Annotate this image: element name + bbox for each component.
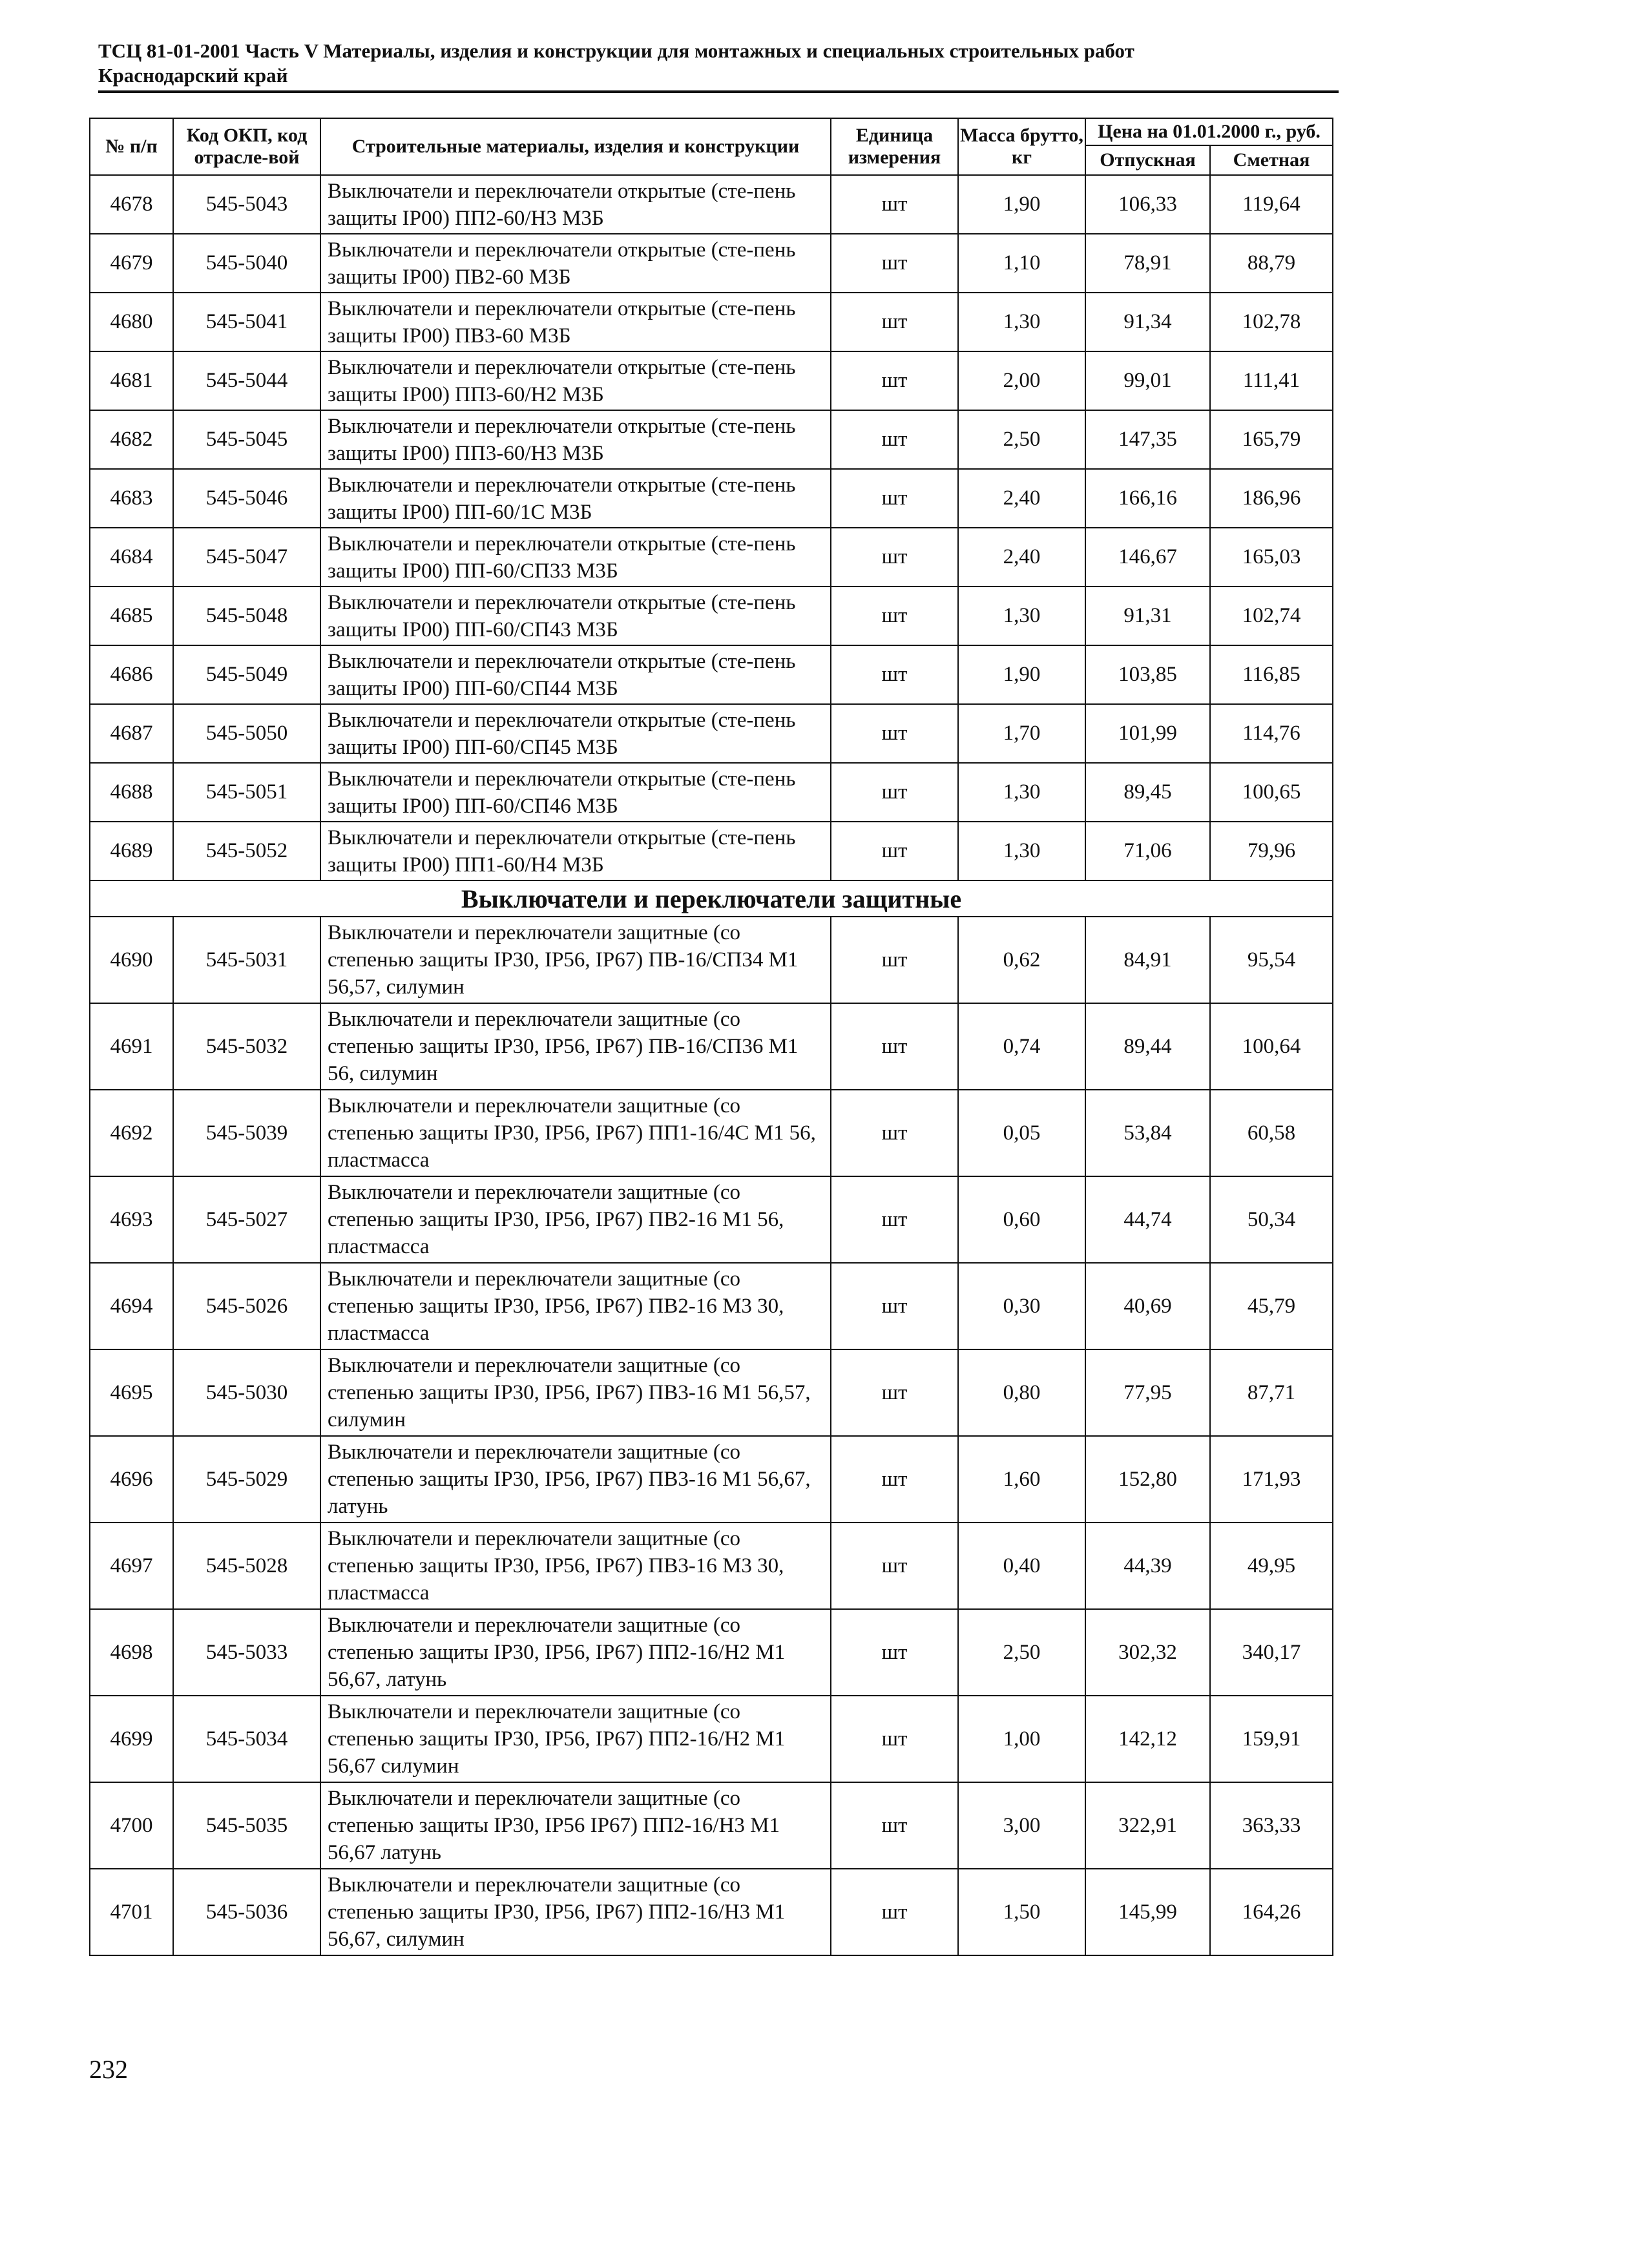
row-price-estimate: 100,64 <box>1210 1003 1333 1090</box>
table-row <box>90 469 1333 528</box>
row-price-estimate: 100,65 <box>1210 763 1333 822</box>
row-price-estimate: 102,74 <box>1210 587 1333 645</box>
row-description: Выключатели и переключатели защитные (со степенью защиты IP30, IP56, IP67) ПВ2-16 М1 56, пластмасса <box>320 1176 831 1263</box>
row-price-release: 101,99 <box>1085 704 1210 763</box>
row-price-estimate: 102,78 <box>1210 293 1333 351</box>
row-mass: 0,80 <box>958 1349 1085 1436</box>
row-mass: 1,90 <box>958 175 1085 234</box>
row-number: 4690 <box>90 917 173 1003</box>
row-unit: шт <box>831 351 958 410</box>
row-code: 545-5027 <box>173 1176 320 1263</box>
table-row <box>90 645 1333 704</box>
header-title: ТСЦ 81-01-2001 Часть V Материалы, изделия и конструкции для монтажных и специальных строительных работ <box>98 39 1134 62</box>
row-unit: шт <box>831 528 958 587</box>
row-number: 4701 <box>90 1869 173 1955</box>
row-unit: шт <box>831 822 958 880</box>
row-price-release: 152,80 <box>1085 1436 1210 1523</box>
table-row <box>90 1782 1333 1869</box>
row-price-estimate: 60,58 <box>1210 1090 1333 1176</box>
row-price-estimate: 114,76 <box>1210 704 1333 763</box>
row-code: 545-5036 <box>173 1869 320 1955</box>
row-unit: шт <box>831 1176 958 1263</box>
row-unit: шт <box>831 1090 958 1176</box>
row-mass: 1,30 <box>958 822 1085 880</box>
row-code: 545-5049 <box>173 645 320 704</box>
row-description: Выключатели и переключатели защитные (со степенью защиты IP30, IP56, IP67) ПВ3-16 М1 56,67, латунь <box>320 1436 831 1523</box>
row-mass: 0,74 <box>958 1003 1085 1090</box>
row-description: Выключатели и переключатели открытые (сте-пень защиты IP00) ПП-60/СП45 М3Б <box>320 704 831 763</box>
row-mass: 0,60 <box>958 1176 1085 1263</box>
row-number: 4696 <box>90 1436 173 1523</box>
row-mass: 0,05 <box>958 1090 1085 1176</box>
row-code: 545-5051 <box>173 763 320 822</box>
section-row <box>90 880 1333 917</box>
table-row <box>90 1609 1333 1696</box>
col-header-price-estimate: Сметная <box>1210 145 1333 175</box>
row-price-release: 302,32 <box>1085 1609 1210 1696</box>
row-price-estimate: 165,79 <box>1210 410 1333 469</box>
row-unit: шт <box>831 1523 958 1609</box>
row-price-estimate: 111,41 <box>1210 351 1333 410</box>
col-header-price-release: Отпускная <box>1085 145 1210 175</box>
table-row <box>90 234 1333 293</box>
row-price-release: 103,85 <box>1085 645 1210 704</box>
row-unit: шт <box>831 1869 958 1955</box>
row-price-release: 145,99 <box>1085 1869 1210 1955</box>
row-description: Выключатели и переключатели открытые (сте-пень защиты IP00) ПП2-60/Н3 М3Б <box>320 175 831 234</box>
row-description: Выключатели и переключатели защитные (со степенью защиты IP30, IP56, IP67) ПВ-16/СП36 М1 56, силумин <box>320 1003 831 1090</box>
price-table <box>89 118 1333 1956</box>
row-price-release: 89,44 <box>1085 1003 1210 1090</box>
row-description: Выключатели и переключатели защитные (со степенью защиты IP30, IP56, IP67) ПВ-16/СП34 М1 56,57, силумин <box>320 917 831 1003</box>
row-price-estimate: 159,91 <box>1210 1696 1333 1782</box>
row-mass: 2,50 <box>958 1609 1085 1696</box>
row-unit: шт <box>831 704 958 763</box>
table-row <box>90 1436 1333 1523</box>
row-mass: 1,30 <box>958 763 1085 822</box>
row-code: 545-5035 <box>173 1782 320 1869</box>
row-mass: 2,40 <box>958 469 1085 528</box>
table-row <box>90 1263 1333 1349</box>
row-description: Выключатели и переключатели защитные (со степенью защиты IP30, IP56 IP67) ПП2-16/Н3 М1 56,67 латунь <box>320 1782 831 1869</box>
row-mass: 1,00 <box>958 1696 1085 1782</box>
row-price-release: 89,45 <box>1085 763 1210 822</box>
row-price-release: 147,35 <box>1085 410 1210 469</box>
row-unit: шт <box>831 645 958 704</box>
row-unit: шт <box>831 1263 958 1349</box>
table-row <box>90 410 1333 469</box>
table-row <box>90 293 1333 351</box>
row-price-estimate: 340,17 <box>1210 1609 1333 1696</box>
row-mass: 1,30 <box>958 587 1085 645</box>
row-price-release: 166,16 <box>1085 469 1210 528</box>
table-row <box>90 763 1333 822</box>
row-number: 4681 <box>90 351 173 410</box>
row-price-release: 44,74 <box>1085 1176 1210 1263</box>
row-number: 4695 <box>90 1349 173 1436</box>
row-description: Выключатели и переключатели защитные (со степенью защиты IP30, IP56, IP67) ПВ3-16 М1 56,57, силумин <box>320 1349 831 1436</box>
row-code: 545-5050 <box>173 704 320 763</box>
row-price-release: 91,31 <box>1085 587 1210 645</box>
row-price-estimate: 50,34 <box>1210 1176 1333 1263</box>
row-number: 4680 <box>90 293 173 351</box>
row-price-release: 322,91 <box>1085 1782 1210 1869</box>
row-number: 4678 <box>90 175 173 234</box>
row-code: 545-5026 <box>173 1263 320 1349</box>
row-description: Выключатели и переключатели защитные (со степенью защиты IP30, IP56, IP67) ПП2-16/Н2 М1 56,67 силумин <box>320 1696 831 1782</box>
row-mass: 2,00 <box>958 351 1085 410</box>
section-title: Выключатели и переключатели защитные <box>90 880 1333 917</box>
row-number: 4700 <box>90 1782 173 1869</box>
row-number: 4687 <box>90 704 173 763</box>
row-mass: 1,10 <box>958 234 1085 293</box>
row-price-estimate: 45,79 <box>1210 1263 1333 1349</box>
row-unit: шт <box>831 917 958 1003</box>
row-price-release: 71,06 <box>1085 822 1210 880</box>
row-description: Выключатели и переключатели открытые (сте-пень защиты IP00) ПП3-60/Н2 М3Б <box>320 351 831 410</box>
row-mass: 1,50 <box>958 1869 1085 1955</box>
row-number: 4692 <box>90 1090 173 1176</box>
table-row <box>90 1869 1333 1955</box>
table-row <box>90 822 1333 880</box>
row-mass: 1,60 <box>958 1436 1085 1523</box>
row-code: 545-5047 <box>173 528 320 587</box>
row-mass: 0,30 <box>958 1263 1085 1349</box>
row-code: 545-5046 <box>173 469 320 528</box>
row-unit: шт <box>831 1782 958 1869</box>
row-unit: шт <box>831 1696 958 1782</box>
table-row <box>90 587 1333 645</box>
row-mass: 0,62 <box>958 917 1085 1003</box>
document-header <box>98 39 1339 93</box>
row-code: 545-5028 <box>173 1523 320 1609</box>
row-price-estimate: 49,95 <box>1210 1523 1333 1609</box>
row-description: Выключатели и переключатели открытые (сте-пень защиты IP00) ПП-60/СП44 М3Б <box>320 645 831 704</box>
row-code: 545-5052 <box>173 822 320 880</box>
row-mass: 1,70 <box>958 704 1085 763</box>
row-code: 545-5044 <box>173 351 320 410</box>
row-price-estimate: 87,71 <box>1210 1349 1333 1436</box>
table-header <box>90 118 1333 175</box>
row-number: 4688 <box>90 763 173 822</box>
col-header-code: Код ОКП, код отрасле-вой <box>173 118 320 175</box>
row-description: Выключатели и переключатели открытые (сте-пень защиты IP00) ПВ2-60 М3Б <box>320 234 831 293</box>
row-number: 4698 <box>90 1609 173 1696</box>
row-price-release: 44,39 <box>1085 1523 1210 1609</box>
row-number: 4699 <box>90 1696 173 1782</box>
row-number: 4694 <box>90 1263 173 1349</box>
table-row <box>90 351 1333 410</box>
row-price-estimate: 363,33 <box>1210 1782 1333 1869</box>
page-number: 232 <box>89 2055 128 2084</box>
row-code: 545-5039 <box>173 1090 320 1176</box>
row-number: 4686 <box>90 645 173 704</box>
row-number: 4693 <box>90 1176 173 1263</box>
row-code: 545-5041 <box>173 293 320 351</box>
table-row <box>90 528 1333 587</box>
row-number: 4685 <box>90 587 173 645</box>
row-price-estimate: 95,54 <box>1210 917 1333 1003</box>
row-price-release: 77,95 <box>1085 1349 1210 1436</box>
row-code: 545-5029 <box>173 1436 320 1523</box>
row-number: 4691 <box>90 1003 173 1090</box>
row-unit: шт <box>831 1349 958 1436</box>
row-price-release: 84,91 <box>1085 917 1210 1003</box>
row-mass: 0,40 <box>958 1523 1085 1609</box>
table-row <box>90 175 1333 234</box>
row-code: 545-5034 <box>173 1696 320 1782</box>
row-code: 545-5045 <box>173 410 320 469</box>
row-number: 4682 <box>90 410 173 469</box>
row-number: 4689 <box>90 822 173 880</box>
row-unit: шт <box>831 587 958 645</box>
table-row <box>90 917 1333 1003</box>
col-header-mass: Масса брутто, кг <box>958 118 1085 175</box>
row-price-release: 91,34 <box>1085 293 1210 351</box>
table-row <box>90 1090 1333 1176</box>
row-price-estimate: 186,96 <box>1210 469 1333 528</box>
row-number: 4679 <box>90 234 173 293</box>
row-description: Выключатели и переключатели открытые (сте-пень защиты IP00) ПП-60/СП43 М3Б <box>320 587 831 645</box>
row-description: Выключатели и переключатели открытые (сте-пень защиты IP00) ПП-60/СП46 М3Б <box>320 763 831 822</box>
row-unit: шт <box>831 469 958 528</box>
row-description: Выключатели и переключатели защитные (со степенью защиты IP30, IP56, IP67) ПП2-16/Н2 М1 56,67, латунь <box>320 1609 831 1696</box>
row-description: Выключатели и переключатели открытые (сте-пень защиты IP00) ПП1-60/Н4 М3Б <box>320 822 831 880</box>
row-code: 545-5033 <box>173 1609 320 1696</box>
row-price-release: 146,67 <box>1085 528 1210 587</box>
row-mass: 2,40 <box>958 528 1085 587</box>
table-row <box>90 1003 1333 1090</box>
row-description: Выключатели и переключатели защитные (со степенью защиты IP30, IP56, IP67) ПВ2-16 М3 30, пластмасса <box>320 1263 831 1349</box>
row-price-estimate: 164,26 <box>1210 1869 1333 1955</box>
header-region: Краснодарский край <box>98 64 288 87</box>
table-body <box>90 175 1333 1955</box>
row-price-release: 78,91 <box>1085 234 1210 293</box>
row-description: Выключатели и переключатели открытые (сте-пень защиты IP00) ПВ3-60 М3Б <box>320 293 831 351</box>
row-description: Выключатели и переключатели открытые (сте-пень защиты IP00) ПП-60/1С М3Б <box>320 469 831 528</box>
row-description: Выключатели и переключатели защитные (со степенью защиты IP30, IP56, IP67) ПП2-16/Н3 М1 56,67, силумин <box>320 1869 831 1955</box>
row-unit: шт <box>831 1609 958 1696</box>
row-description: Выключатели и переключатели открытые (сте-пень защиты IP00) ПП3-60/Н3 М3Б <box>320 410 831 469</box>
row-mass: 1,30 <box>958 293 1085 351</box>
row-number: 4684 <box>90 528 173 587</box>
row-unit: шт <box>831 234 958 293</box>
row-code: 545-5040 <box>173 234 320 293</box>
row-unit: шт <box>831 293 958 351</box>
row-price-estimate: 171,93 <box>1210 1436 1333 1523</box>
row-unit: шт <box>831 175 958 234</box>
col-header-price: Цена на 01.01.2000 г., руб. <box>1085 118 1333 145</box>
row-price-release: 106,33 <box>1085 175 1210 234</box>
row-price-estimate: 79,96 <box>1210 822 1333 880</box>
row-price-estimate: 165,03 <box>1210 528 1333 587</box>
row-description: Выключатели и переключатели защитные (со степенью защиты IP30, IP56, IP67) ПП1-16/4С М1 56, пластмасса <box>320 1090 831 1176</box>
row-price-release: 53,84 <box>1085 1090 1210 1176</box>
row-price-estimate: 88,79 <box>1210 234 1333 293</box>
col-header-num: № п/п <box>90 118 173 175</box>
row-description: Выключатели и переключатели открытые (сте-пень защиты IP00) ПП-60/СП33 М3Б <box>320 528 831 587</box>
row-mass: 1,90 <box>958 645 1085 704</box>
row-price-estimate: 116,85 <box>1210 645 1333 704</box>
row-code: 545-5048 <box>173 587 320 645</box>
row-code: 545-5043 <box>173 175 320 234</box>
table-row <box>90 1176 1333 1263</box>
table-row <box>90 1349 1333 1436</box>
table-row <box>90 1523 1333 1609</box>
row-unit: шт <box>831 763 958 822</box>
row-code: 545-5032 <box>173 1003 320 1090</box>
row-price-estimate: 119,64 <box>1210 175 1333 234</box>
row-number: 4697 <box>90 1523 173 1609</box>
col-header-desc: Строительные материалы, изделия и конструкции <box>320 118 831 175</box>
row-price-release: 40,69 <box>1085 1263 1210 1349</box>
table-row <box>90 1696 1333 1782</box>
row-unit: шт <box>831 1003 958 1090</box>
row-unit: шт <box>831 1436 958 1523</box>
row-mass: 3,00 <box>958 1782 1085 1869</box>
row-unit: шт <box>831 410 958 469</box>
row-price-release: 99,01 <box>1085 351 1210 410</box>
table-row <box>90 704 1333 763</box>
row-mass: 2,50 <box>958 410 1085 469</box>
row-description: Выключатели и переключатели защитные (со степенью защиты IP30, IP56, IP67) ПВ3-16 М3 30, пластмасса <box>320 1523 831 1609</box>
row-number: 4683 <box>90 469 173 528</box>
row-code: 545-5031 <box>173 917 320 1003</box>
col-header-unit: Единица измерения <box>831 118 958 175</box>
row-code: 545-5030 <box>173 1349 320 1436</box>
row-price-release: 142,12 <box>1085 1696 1210 1782</box>
